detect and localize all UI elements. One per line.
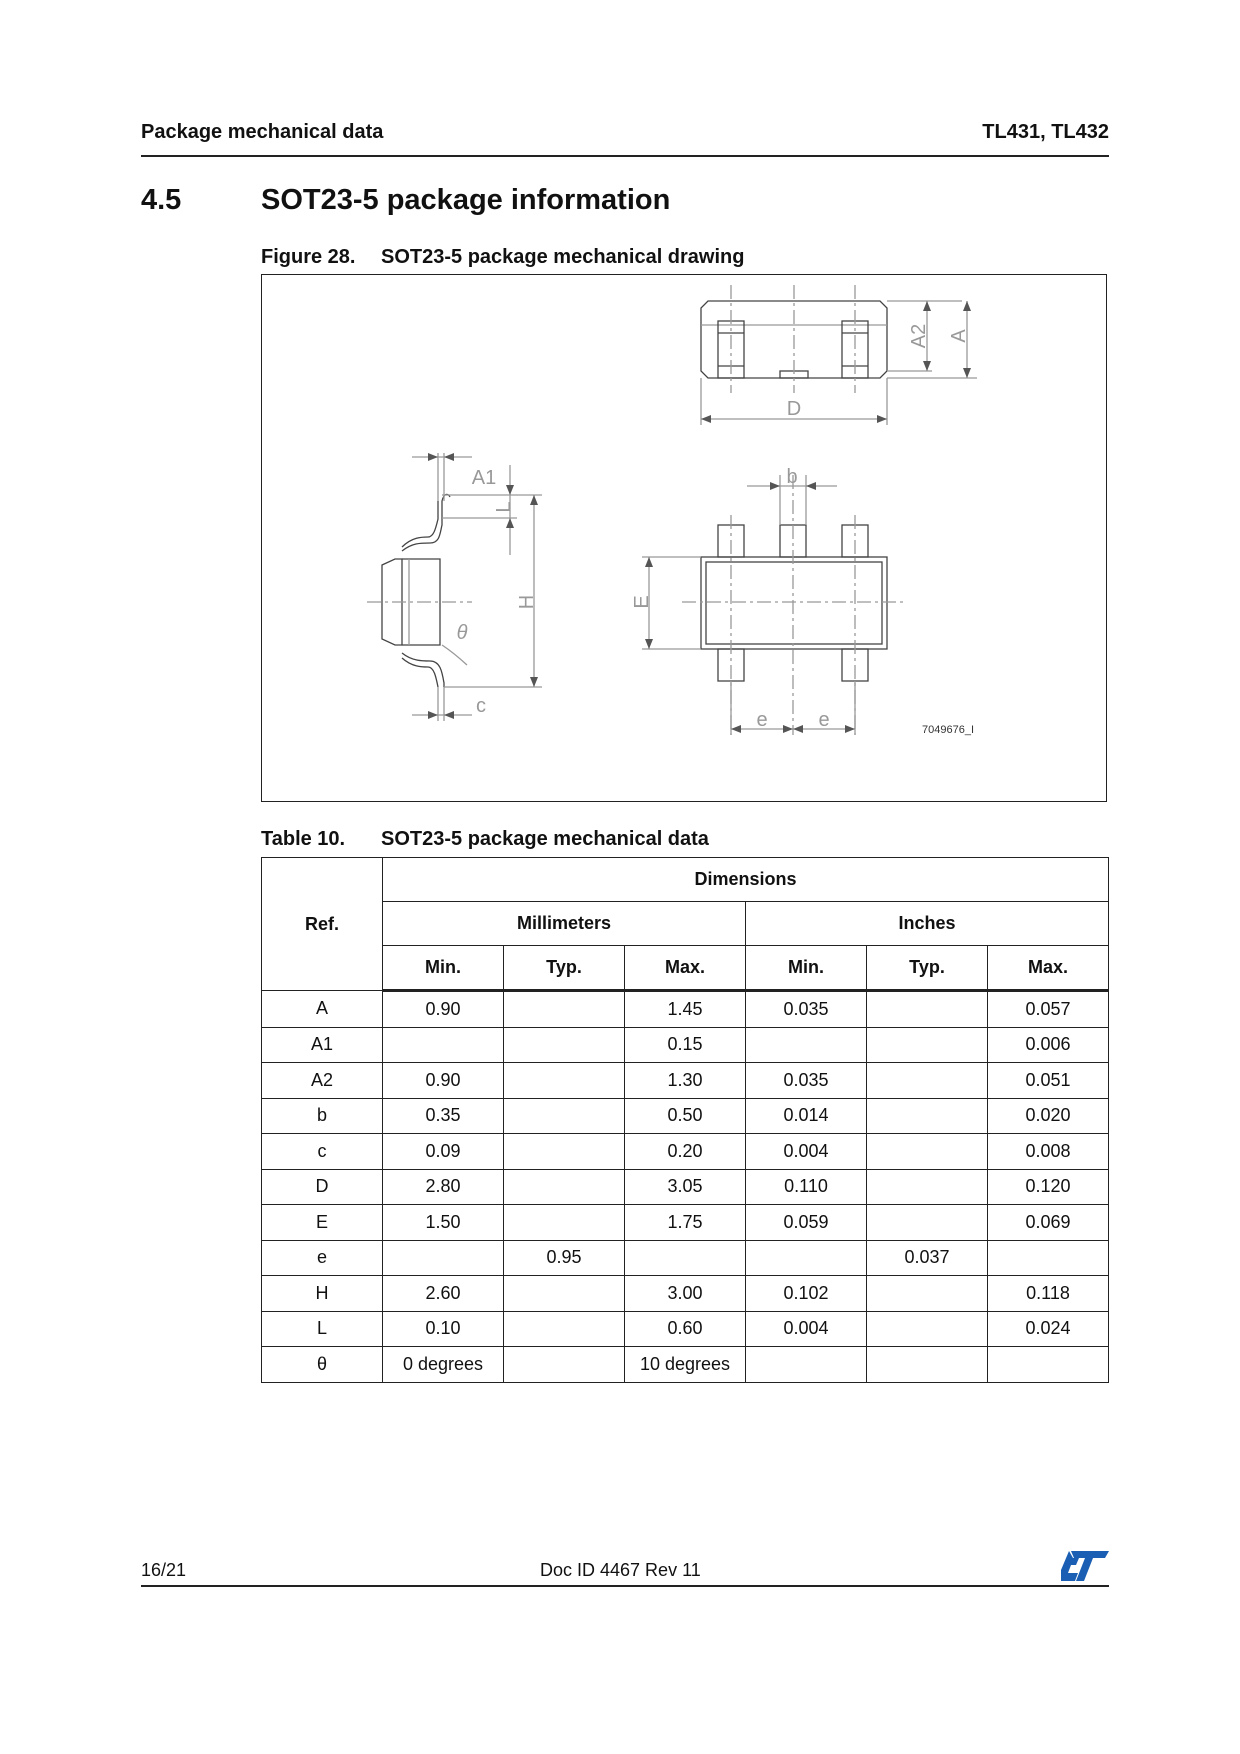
cell-value (504, 1169, 625, 1205)
table-row (262, 1169, 1109, 1205)
table-row (262, 1027, 1109, 1063)
table-caption (261, 828, 709, 851)
cell-ref: D (262, 1169, 383, 1205)
cell-value: 0.037 (867, 1240, 988, 1276)
dim-label-l: L (493, 501, 515, 513)
cell-value: 0.020 (988, 1098, 1109, 1134)
cell-value (867, 1276, 988, 1312)
cell-value: 0.006 (988, 1027, 1109, 1063)
cell-value: 0.024 (988, 1311, 1109, 1347)
dim-label-b: b (786, 466, 798, 488)
cell-value (867, 991, 988, 1028)
cell-value (867, 1063, 988, 1099)
cell-value: 3.05 (625, 1169, 746, 1205)
dim-label-h: H (516, 594, 538, 610)
cell-value: 0.95 (504, 1240, 625, 1276)
cell-value: 0.014 (746, 1098, 867, 1134)
table-row (262, 1311, 1109, 1347)
table-row (262, 1098, 1109, 1134)
table-title: SOT23-5 package mechanical data (381, 828, 709, 850)
cell-value: 0.004 (746, 1134, 867, 1170)
cell-value (867, 1027, 988, 1063)
section-title: SOT23-5 package information (261, 184, 671, 216)
cell-value: 0.051 (988, 1063, 1109, 1099)
header-in-typ: Typ. (867, 946, 988, 991)
cell-value: 0.057 (988, 991, 1109, 1028)
cell-value: 0.35 (383, 1098, 504, 1134)
cell-value (625, 1240, 746, 1276)
doc-id: Doc ID 4467 Rev 11 (540, 1560, 701, 1580)
table-row (262, 1134, 1109, 1170)
cell-ref: c (262, 1134, 383, 1170)
cell-value: 1.75 (625, 1205, 746, 1241)
cell-value: 3.00 (625, 1276, 746, 1312)
top-side-view (701, 285, 977, 425)
dim-label-theta: θ (456, 622, 468, 644)
dim-label-e-pitch-1: e (756, 709, 768, 731)
cell-value: 1.50 (383, 1205, 504, 1241)
cell-ref: E (262, 1205, 383, 1241)
cell-value (504, 1311, 625, 1347)
cell-ref: b (262, 1098, 383, 1134)
cell-value: 0.90 (383, 991, 504, 1028)
dim-label-a: A (948, 329, 970, 343)
st-logo (1061, 1551, 1109, 1586)
cell-value (867, 1169, 988, 1205)
cell-value: 0.059 (746, 1205, 867, 1241)
cell-value: 10 degrees (625, 1347, 746, 1383)
cell-value (867, 1205, 988, 1241)
footer-rule (141, 1585, 1109, 1587)
cell-value (383, 1240, 504, 1276)
cell-value (504, 991, 625, 1028)
running-header-part: TL431, TL432 (982, 121, 1109, 143)
drawing-svg (262, 275, 1108, 803)
cell-value (746, 1240, 867, 1276)
cell-value: 0.035 (746, 1063, 867, 1099)
header-ref: Ref. (262, 858, 383, 991)
dim-label-a1: A1 (471, 467, 497, 489)
header-rule (141, 155, 1109, 157)
front-view (642, 475, 907, 735)
dim-label-c: c (476, 695, 486, 717)
table-body (262, 991, 1109, 1383)
cell-value: 0.15 (625, 1027, 746, 1063)
table-row (262, 1347, 1109, 1383)
cell-value: 0.008 (988, 1134, 1109, 1170)
cell-value: 0.90 (383, 1063, 504, 1099)
dim-label-a2: A2 (908, 323, 930, 349)
cell-value (988, 1240, 1109, 1276)
cell-value: 1.45 (625, 991, 746, 1028)
header-millimeters: Millimeters (383, 902, 746, 946)
table-row (262, 1240, 1109, 1276)
cell-value: 0.118 (988, 1276, 1109, 1312)
cell-value (504, 1098, 625, 1134)
cell-value: 0.035 (746, 991, 867, 1028)
figure-title: SOT23-5 package mechanical drawing (381, 246, 745, 268)
table-row (262, 1063, 1109, 1099)
dim-label-e-pitch-2: e (818, 709, 830, 731)
cell-value: 2.60 (383, 1276, 504, 1312)
cell-value: 0.60 (625, 1311, 746, 1347)
mechanical-drawing (261, 274, 1107, 802)
cell-value: 0.110 (746, 1169, 867, 1205)
cell-value (867, 1134, 988, 1170)
cell-value (504, 1205, 625, 1241)
cell-value: 0 degrees (383, 1347, 504, 1383)
cell-value: 0.004 (746, 1311, 867, 1347)
cell-value: 0.120 (988, 1169, 1109, 1205)
cell-value (867, 1098, 988, 1134)
cell-value: 0.50 (625, 1098, 746, 1134)
section-number: 4.5 (141, 184, 182, 216)
drawing-code: 7049676_I (922, 724, 974, 736)
table-label: Table 10. (261, 828, 346, 850)
cell-value (746, 1347, 867, 1383)
cell-value (867, 1347, 988, 1383)
cell-value: 2.80 (383, 1169, 504, 1205)
header-dimensions: Dimensions (383, 858, 1109, 902)
side-profile-view (367, 453, 542, 721)
table-row (262, 991, 1109, 1028)
cell-value (504, 1063, 625, 1099)
header-in-max: Max. (988, 946, 1109, 991)
cell-ref: A1 (262, 1027, 383, 1063)
running-header-section: Package mechanical data (141, 121, 384, 143)
cell-value: 1.30 (625, 1063, 746, 1099)
st-logo-icon (1061, 1551, 1109, 1581)
cell-value: 0.10 (383, 1311, 504, 1347)
dim-label-d: D (786, 398, 802, 420)
cell-value (504, 1027, 625, 1063)
header-mm-min: Min. (383, 946, 504, 991)
cell-value: 0.069 (988, 1205, 1109, 1241)
figure-caption (261, 246, 744, 269)
cell-value (988, 1347, 1109, 1383)
cell-value: 0.09 (383, 1134, 504, 1170)
cell-ref: A2 (262, 1063, 383, 1099)
dim-label-e-body: E (631, 595, 653, 609)
cell-value (867, 1311, 988, 1347)
table-row (262, 1205, 1109, 1241)
cell-ref: A (262, 991, 383, 1028)
cell-ref: L (262, 1311, 383, 1347)
cell-ref: e (262, 1240, 383, 1276)
cell-value (746, 1027, 867, 1063)
cell-ref: θ (262, 1347, 383, 1383)
page-number: 16/21 (141, 1560, 187, 1580)
header-mm-max: Max. (625, 946, 746, 991)
mechanical-data-table (261, 857, 1109, 1383)
cell-value (383, 1027, 504, 1063)
cell-value: 0.102 (746, 1276, 867, 1312)
cell-value (504, 1347, 625, 1383)
cell-value (504, 1276, 625, 1312)
header-inches: Inches (746, 902, 1109, 946)
cell-value (504, 1134, 625, 1170)
header-in-min: Min. (746, 946, 867, 991)
cell-ref: H (262, 1276, 383, 1312)
table-row (262, 1276, 1109, 1312)
figure-label: Figure 28. (261, 246, 356, 268)
cell-value: 0.20 (625, 1134, 746, 1170)
header-mm-typ: Typ. (504, 946, 625, 991)
